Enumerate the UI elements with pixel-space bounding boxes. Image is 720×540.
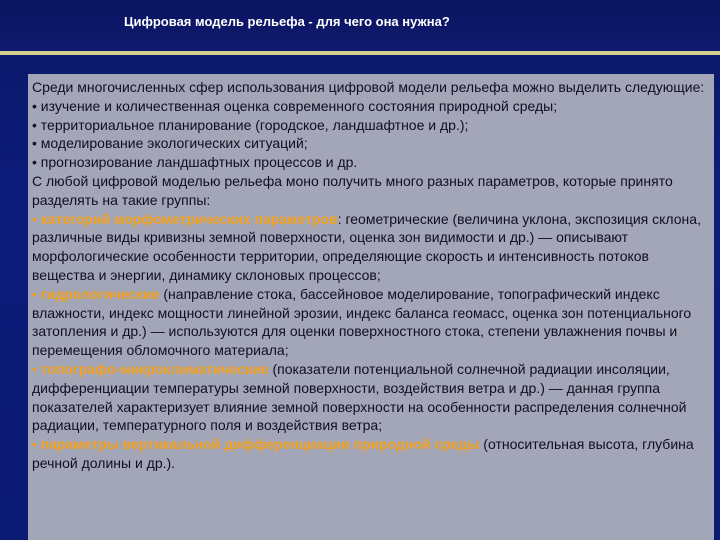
group-item-vertical	[32, 435, 712, 473]
list-item: • моделирование экологических ситуаций;	[32, 135, 308, 152]
group-name: гидрологические	[40, 285, 160, 302]
group-description: (относительная высота, глубина речной долины и др.).	[32, 436, 694, 471]
group-name: топографо-микроклиматические	[40, 360, 269, 377]
title-underline	[0, 51, 720, 55]
bullet: •	[32, 360, 41, 377]
slide-title: Цифровая модель рельефа - для чего она нужна?	[124, 14, 450, 29]
group-description: (показатели потенциальной солнечной радиации инсоляции, дифференциации температуры земной поверхности, воздействия ветра и др.) — данная группа показателей характеризует влияние земной поверхности на особенности распределения солнечной радиации, температурного поля и воздействия ветра;	[32, 360, 687, 434]
group-item-morphometric	[32, 210, 712, 285]
bullet: •	[32, 436, 41, 453]
bullet: •	[32, 285, 41, 302]
group-item-microclimatic	[32, 360, 712, 435]
list-item: • изучение и количественная оценка современного состояния природной среды;	[32, 97, 558, 114]
group-name: параметры вертикальной дифференциации природной среды	[40, 436, 480, 453]
group-name: категорий морфометрических параметров	[40, 210, 338, 227]
params-intro-paragraph: С любой цифровой моделью рельефа моно получить много разных параметров, которые принято разделять на такие группы:	[32, 172, 673, 208]
title-bar	[0, 0, 720, 50]
list-item: • территориальное планирование (городское, ландшафтное и др.);	[32, 116, 469, 133]
bullet: •	[32, 210, 41, 227]
intro-paragraph: Среди многочисленных сфер использования цифровой модели рельефа можно выделить следующие:	[32, 79, 705, 95]
group-item-hydrologic	[32, 285, 712, 360]
list-item: • прогнозирование ландшафтных процессов и др.	[32, 154, 358, 171]
slide-body	[32, 78, 712, 473]
group-description: (направление стока, бассейновое моделирование, топографический индекс влажности, индекс мощности линейной эрозии, индекс баланса геомасс, оценка зон потенциального затопления и др.) — используются для оценки поверхностного стока, степени увлажнения почвы и перемещения обломочного материала;	[32, 285, 692, 359]
group-description: : геометрические (величина уклона, экспозиция склона, различные виды кривизны земной поверхности, оценка зон видимости и др.) — описывают морфологические особенности территории, определяющие скорость и интенсивность потоков вещества и энергии, динамику склоновых процессов;	[32, 210, 701, 283]
